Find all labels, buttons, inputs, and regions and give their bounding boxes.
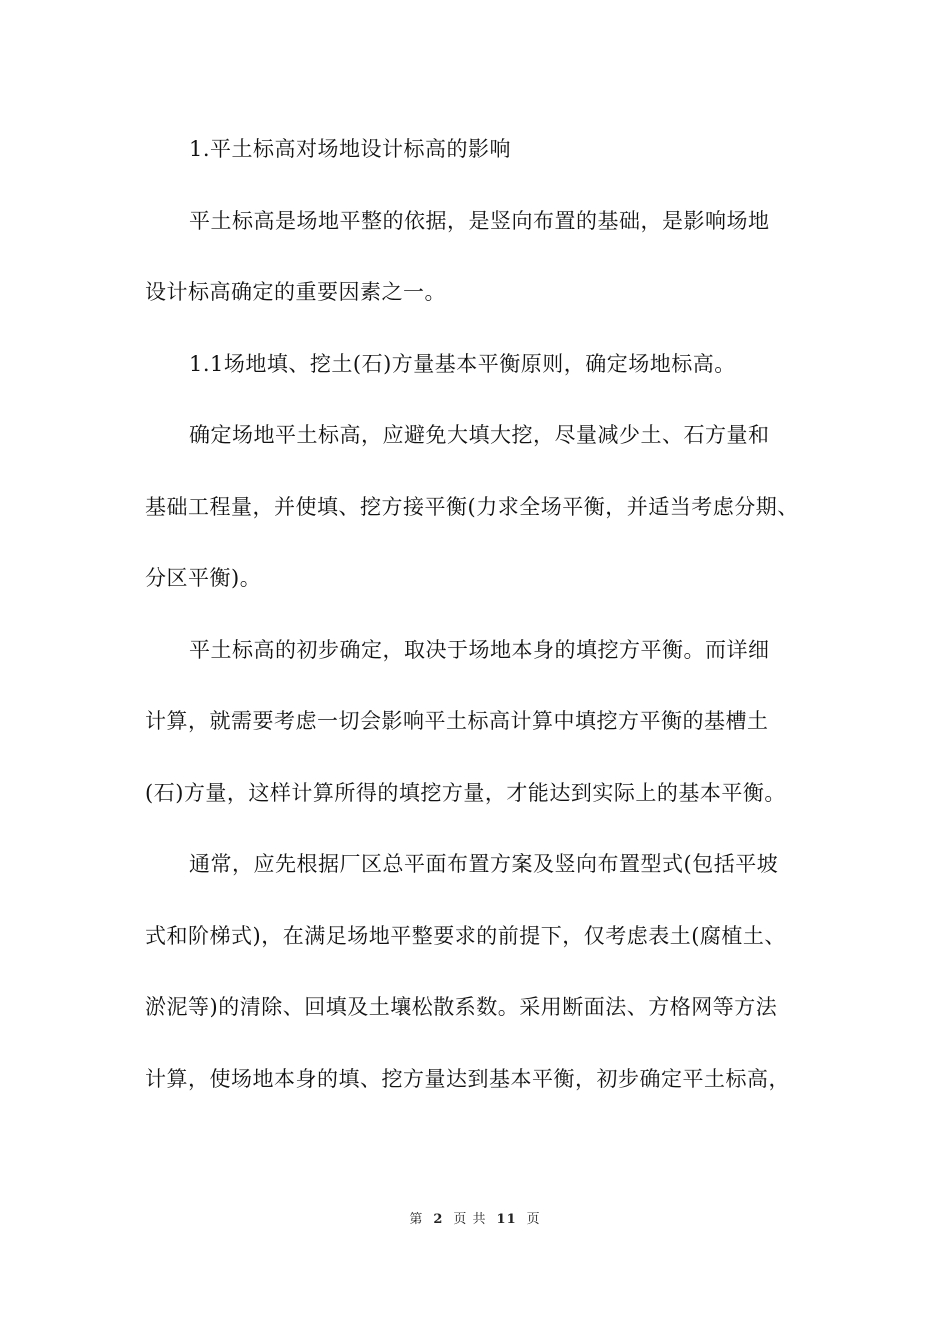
paragraph-line: 设计标高确定的重要因素之一。 — [145, 280, 446, 304]
paragraph-line: 淤泥等)的清除、回填及土壤松散系数。采用断面法、方格网等方法 — [145, 995, 778, 1019]
paragraph-line: 基础工程量，并使填、挖方接平衡(力求全场平衡，并适当考虑分期、 — [145, 494, 799, 519]
paragraph-line: 平土标高的初步确定，取决于场地本身的填挖方平衡。而详细 — [189, 637, 770, 662]
paragraph-line: 通常，应先根据厂区总平面布置方案及竖向布置型式(包括平坡 — [189, 852, 779, 876]
paragraph-line: 式和阶梯式)，在满足场地平整要求的前提下，仅考虑表土(腐植土、 — [145, 923, 786, 948]
page-footer — [0, 1208, 950, 1227]
paragraph-line: 确定场地平土标高，应避免大填大挖，尽量减少土、石方量和 — [189, 423, 770, 447]
document-body — [145, 133, 825, 1134]
footer-suffix: 页 — [526, 1212, 541, 1227]
paragraph-line: 平土标高是场地平整的依据，是竖向布置的基础，是影响场地 — [189, 208, 770, 233]
subsection-heading: 1.1场地填、挖土(石)方量基本平衡原则，确定场地标高。 — [189, 351, 736, 376]
current-page-number: 2 — [433, 1212, 444, 1227]
paragraph-line: 分区平衡)。 — [145, 566, 262, 590]
paragraph-line: 计算，使场地本身的填、挖方量达到基本平衡，初步确定平土标高， — [145, 1066, 790, 1091]
section-heading: 1.平土标高对场地设计标高的影响 — [189, 137, 512, 161]
total-page-number: 11 — [496, 1212, 517, 1227]
footer-prefix: 第 — [409, 1212, 424, 1227]
paragraph-line: 计算，就需要考虑一切会影响平土标高计算中填挖方平衡的基槽土 — [145, 709, 769, 733]
paragraph-line: (石)方量，这样计算所得的填挖方量，才能达到实际上的基本平衡。 — [145, 780, 786, 805]
footer-middle: 页 共 — [453, 1212, 487, 1227]
